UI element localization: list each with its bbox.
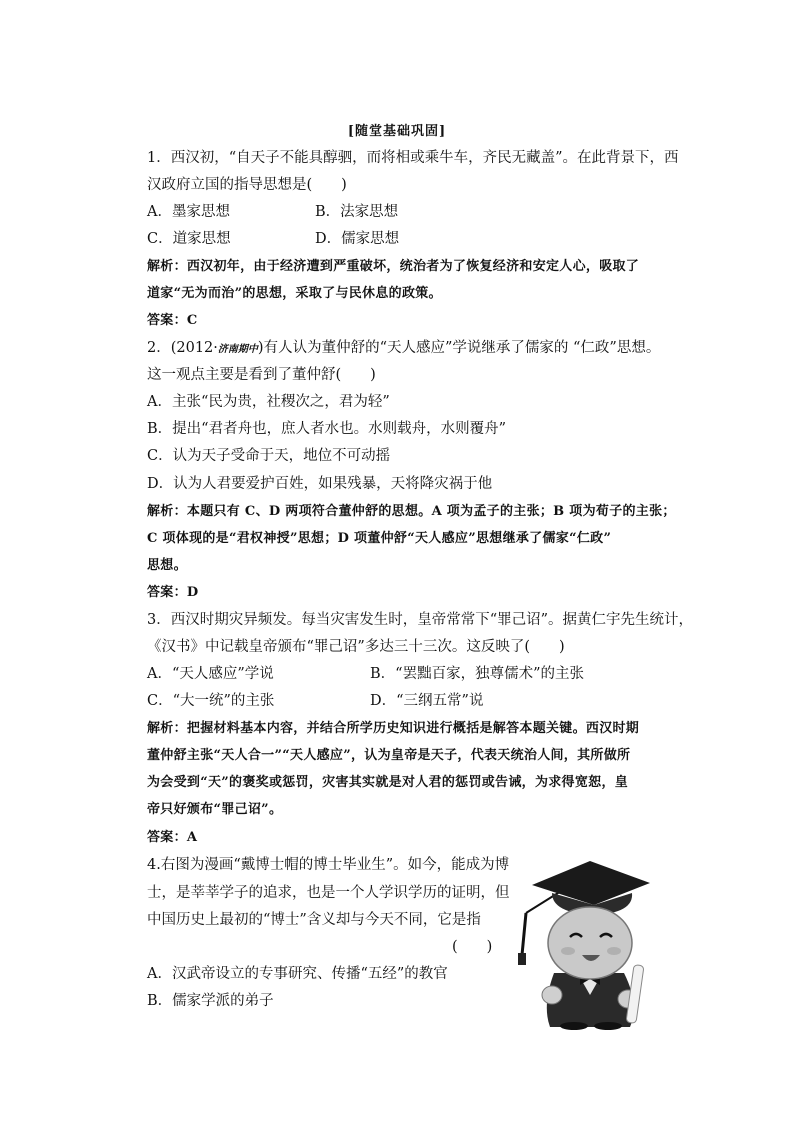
q2-option-d: D．认为人君要爱护百姓，如果残暴，天将降灾祸于他	[147, 476, 493, 492]
q2-stem-line2: 这一观点主要是看到了董仲舒( )	[147, 367, 376, 383]
q4-option-a: A．汉武帝设立的专事研究、传播“五经”的教官	[147, 966, 448, 982]
q1-option-b: B．法家思想	[315, 204, 399, 220]
q1-explanation-line1: 解析：西汉初年，由于经济遭到严重破坏，统治者为了恢复经济和安定人心，吸取了	[147, 259, 640, 274]
q3-stem-line1: 3．西汉时期灾异频发。每当灾害发生时，皇帝常常下“罪己诏”。据黄仁宇先生统计，	[147, 612, 694, 628]
q1-stem-line2: 汉政府立国的指导思想是( )	[147, 177, 347, 193]
q1-answer: 答案：C	[147, 313, 198, 328]
q1-option-c: C．道家思想	[147, 231, 231, 247]
q3-explanation-line3: 为会受到“天”的褒奖或惩罚，灾害其实就是对人君的惩罚或告诫，为求得宽恕，皇	[147, 775, 629, 790]
q2-option-b: B．提出“君者舟也，庶人者水也。水则载舟，水则覆舟”	[147, 421, 506, 437]
q2-option-c: C．认为天子受命于天，地位不可动摇	[147, 448, 391, 464]
q2-explanation-line1: 解析：本题只有 C、D 两项符合董仲舒的思想。A 项为孟子的主张；B 项为荀子的主张；	[147, 504, 676, 519]
q2-stem-line1	[147, 338, 660, 360]
q1-option-d: D．儒家思想	[315, 231, 400, 247]
q3-option-a: A．“天人感应”学说	[147, 666, 274, 682]
q4-stem-line3: 中国历史上最初的“博士”含义却与今天不同，它是指	[147, 912, 481, 928]
q2-prefix: 2．(2012·	[147, 340, 218, 356]
q2-explanation-line2: C 项体现的是“君权神授”思想；D 项董仲舒“天人感应”思想继承了儒家“仁政”	[147, 531, 612, 546]
q1-explanation-line2: 道家“无为而治”的思想，采取了与民休息的政策。	[147, 286, 442, 301]
q4-stem-line2: 士，是莘莘学子的追求，也是一个人学识学历的证明，但	[147, 885, 510, 901]
q3-explanation-line1: 解析：把握材料基本内容，并结合所学历史知识进行概括是解答本题关键。西汉时期	[147, 721, 640, 736]
q3-option-b: B．“罢黜百家，独尊儒术”的主张	[370, 666, 584, 682]
q4-stem-line1: 4.右图为漫画“戴博士帽的博士毕业生”。如今，能成为博	[147, 857, 510, 873]
graduate-cartoon-image	[512, 855, 662, 1030]
q1-stem-line1: 1．西汉初，“自天子不能具醇驷，而将相或乘牛车，齐民无藏盖”。在此背景下，西	[147, 150, 679, 166]
q2-explanation-line3: 思想。	[147, 558, 187, 573]
q2-stem-rest: )有人认为董仲舒的“天人感应”学说继承了儒家的 “仁政”思想。	[257, 340, 661, 356]
q3-option-c: C．“大一统”的主张	[147, 693, 275, 709]
q2-source: 济南期中	[217, 344, 258, 355]
q1-option-a: A．墨家思想	[147, 204, 230, 220]
q2-answer: 答案：D	[147, 585, 199, 600]
q3-stem-line2: 《汉书》中记载皇帝颁布“罪己诏”多达三十三次。这反映了( )	[147, 639, 565, 655]
q4-answer-paren: ( )	[452, 939, 493, 955]
q4-option-b: B．儒家学派的弟子	[147, 993, 274, 1009]
section-header: [随堂基础巩固]	[347, 124, 447, 139]
q3-answer: 答案：A	[147, 830, 198, 845]
q3-explanation-line4: 帝只好颁布“罪己诏”。	[147, 802, 283, 817]
q3-option-d: D．“三纲五常”说	[370, 693, 484, 709]
q2-option-a: A．主张“民为贵，社稷次之，君为轻”	[147, 394, 390, 410]
q3-explanation-line2: 董仲舒主张“天人合一”“天人感应”，认为皇帝是天子，代表天统治人间，其所做所	[147, 748, 631, 763]
